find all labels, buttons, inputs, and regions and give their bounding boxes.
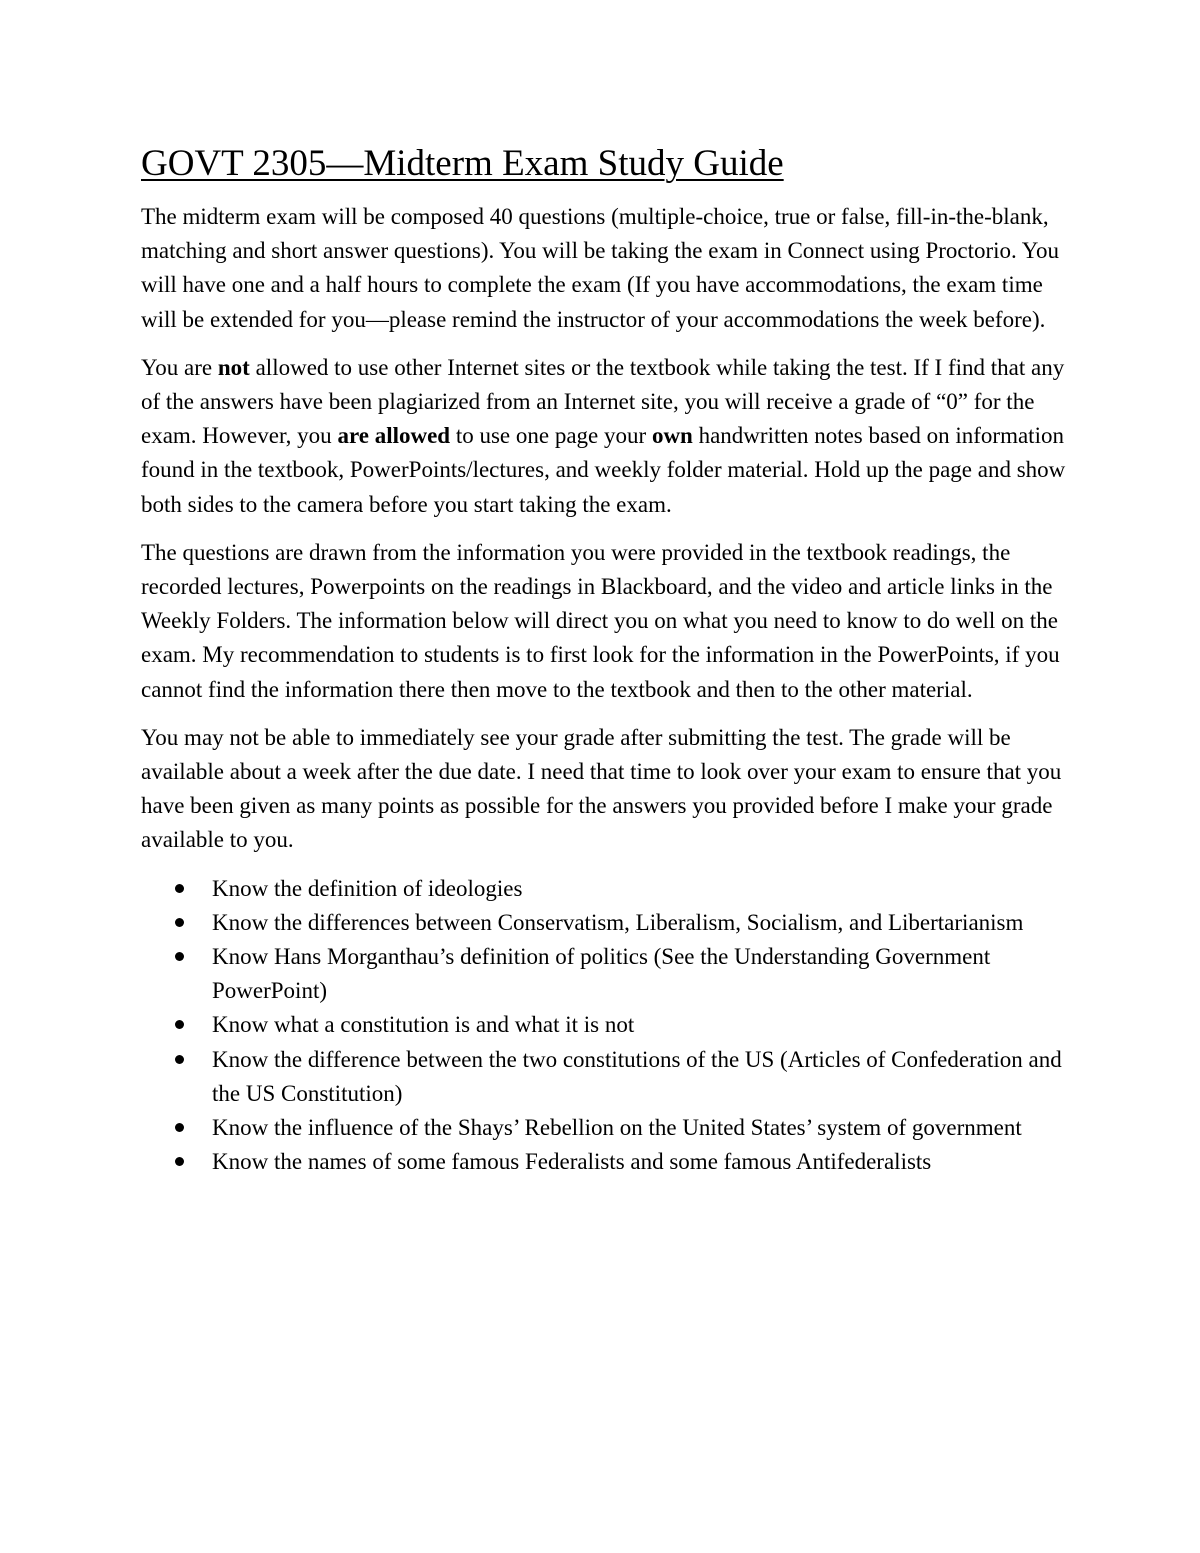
rules-text-4: handwritten notes based on information found in the textbook, PowerPoints/lectures, and weekly folder material. Hold up the page and show both sides to the camera before you start taking the exam. [141,423,1066,517]
rules-text-2: allowed to use other Internet sites or the textbook while taking the test. If I find that any of the answers have been plagiarized from an Internet site, you will receive a grade of “0” for the exam. However, you [141,354,1065,449]
list-item [141,1111,1066,1145]
document-content [141,140,1066,1179]
list-item [141,1145,1066,1179]
paragraph-grading: You may not be able to immediately see your grade after submitting the test. The grade will be available about a week after the due date. I need that time to look over your exam to ensure that you have been given as many points as possible for the answers you provided before I make your grade available to you. [141,724,1062,853]
list-item-text: Know the definition of ideologies [212,875,523,901]
list-item-text: Know the difference between the two constitutions of the US (Articles of Confederation and the US Constitution) [212,1046,1062,1106]
list-item [141,1043,1066,1111]
rules-text-1: You are [141,354,218,380]
bullet-icon [175,1055,184,1064]
rules-bold-not: not [217,354,250,380]
list-item-text: Know what a constitution is and what it is not [212,1012,635,1038]
paragraph-exam-format: The midterm exam will be composed 40 questions (multiple-choice, true or false, fill-in-the-blank, matching and short answer questions). You will be taking the exam in Connect using Proctorio. You will have one and a half hours to complete the exam (If you have accommodations, the exam time will be extended for you—please remind the instructor of your accommodations the week before). [141,204,1060,332]
bullet-icon [175,1020,184,1029]
list-item-text: Know Hans Morganthau’s definition of politics (See the Understanding Government PowerPoint) [212,944,991,1004]
bullet-icon [175,918,184,927]
bullet-icon [175,952,184,961]
list-item [141,906,1066,940]
rules-bold-allowed: are allowed [337,423,451,449]
study-topics-list [141,872,1066,1180]
bullet-icon [175,1123,184,1132]
list-item [141,872,1066,906]
list-item-text: Know the influence of the Shays’ Rebellion on the United States’ system of government [212,1115,1022,1141]
rules-bold-own: own [651,423,693,449]
paragraph-exam-rules [141,351,1066,522]
paragraph-question-sources: The questions are drawn from the information you were provided in the textbook readings, the recorded lectures, Powerpoints on the readings in Blackboard, and the video and article links in the Weekly Folders. The information below will direct you on what you need to know to do well on the exam. My recommendation to students is to first look for the information in the PowerPoints, if you cannot find the information there then move to the textbook and then to the other material. [141,539,1060,702]
list-item-text: Know the names of some famous Federalists and some famous Antifederalists [212,1149,932,1175]
list-item [141,1008,1066,1042]
rules-text-3: to use one page your [450,423,652,449]
page-title: GOVT 2305—Midterm Exam Study Guide [141,143,784,184]
bullet-icon [175,1157,184,1166]
bullet-icon [175,884,184,893]
list-item-text: Know the differences between Conservatism, Liberalism, Socialism, and Libertarianism [212,909,1024,935]
list-item [141,940,1066,1008]
